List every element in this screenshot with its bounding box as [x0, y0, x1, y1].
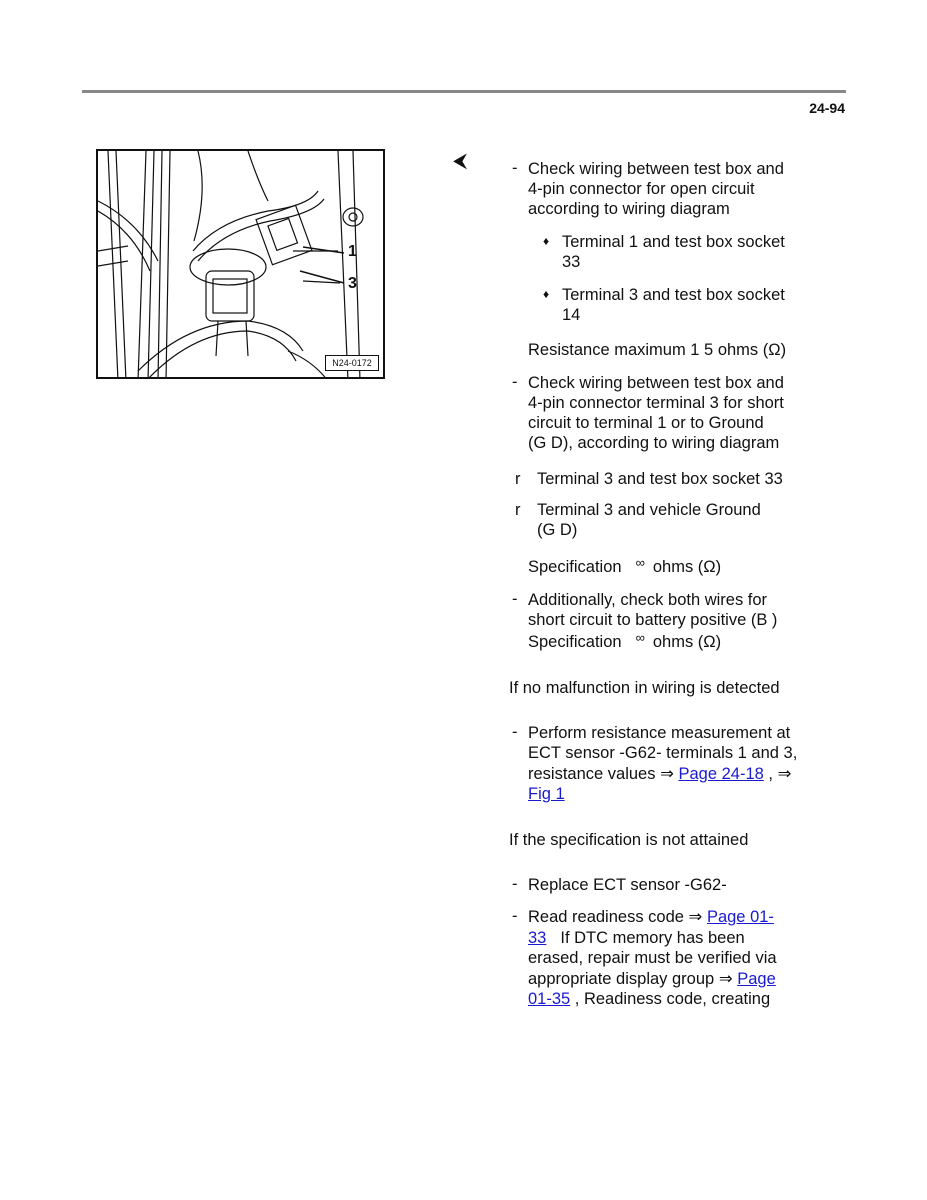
step-4-line-2: ECT sensor -G62- terminals 1 and 3, — [528, 744, 798, 762]
spec-label: Specification — [528, 558, 622, 576]
ohms-text: ohms ( — [652, 633, 704, 651]
omega-symbol: Ω — [768, 341, 781, 359]
resistance-text: Resistance maximum 1 5 ohms ( — [528, 341, 769, 359]
callout-1: 1 — [348, 243, 357, 260]
ref-arrow-icon: ⇒ — [688, 908, 703, 926]
link-fig-1[interactable]: Fig 1 — [528, 785, 565, 803]
if-not-attained: If the specification is not attained — [509, 831, 749, 849]
close-paren: ) — [780, 341, 787, 359]
connector-illustration — [98, 151, 385, 379]
link-page-01-33[interactable]: Page 01- — [706, 908, 774, 926]
diamond-bullet-icon: ♦ — [543, 287, 550, 301]
link-page-01-33-cont[interactable]: 33 — [528, 929, 547, 947]
step-6-line-4 — [528, 969, 776, 990]
link-page-01-35-cont[interactable]: 01-35 — [528, 990, 571, 1008]
specification-1 — [528, 557, 721, 579]
page-number: 24-94 — [809, 100, 845, 116]
diamond-bullet-icon: ♦ — [543, 234, 550, 248]
link-page-24-18[interactable]: Page 24-18 — [678, 765, 764, 783]
step-6-line-1 — [528, 907, 774, 928]
infinity-symbol: ∞ — [635, 555, 645, 570]
step-5: Replace ECT sensor -G62- — [528, 876, 727, 894]
dash-marker: - — [512, 907, 518, 925]
resistance-spec — [528, 340, 786, 361]
step-4-line-3 — [528, 764, 791, 785]
link-page-01-35[interactable]: Page — [737, 970, 776, 988]
connector-figure — [96, 149, 385, 379]
ref-arrow-icon: ⇒ — [718, 970, 733, 988]
r-item-2-line-2: (G D) — [537, 521, 578, 539]
callout-3: 3 — [348, 275, 357, 292]
step-4-line-1: Perform resistance measurement at — [528, 724, 791, 742]
bullet-1-line-2: 33 — [562, 253, 581, 271]
step-2-line-1: Check wiring between test box and — [528, 374, 784, 392]
dash-marker: - — [512, 159, 518, 177]
header-rule — [82, 90, 846, 93]
bullet-1-line-1: Terminal 1 and test box socket — [562, 233, 785, 251]
display-group-text: appropriate display group — [528, 970, 715, 988]
dash-marker: - — [512, 590, 518, 608]
step-6-line-3: erased, repair must be verified via — [528, 949, 777, 967]
resistance-values-text: resistance values — [528, 765, 656, 783]
step-3-line-1: Additionally, check both wires for — [528, 591, 768, 609]
r-item-1: Terminal 3 and test box socket 33 — [537, 470, 783, 488]
r-marker: r — [515, 501, 521, 519]
ref-arrow-icon: ⇒ — [777, 765, 792, 783]
step-2-line-3: circuit to terminal 1 or to Ground — [528, 414, 764, 432]
step-6-line-5 — [528, 989, 770, 1010]
bullet-2-line-2: 14 — [562, 306, 581, 324]
step-1-line-3: according to wiring diagram — [528, 200, 730, 218]
specification-2 — [528, 632, 721, 654]
pointer-arrow-icon: ⮜ — [453, 150, 468, 172]
read-readiness-text: Read readiness code — [528, 908, 684, 926]
step-3-line-2: short circuit to battery positive (B ) — [528, 611, 778, 629]
dash-marker: - — [512, 723, 518, 741]
infinity-symbol: ∞ — [635, 630, 645, 645]
omega-symbol: Ω — [703, 633, 716, 651]
dash-marker: - — [512, 373, 518, 391]
step-2-line-2: 4-pin connector terminal 3 for short — [528, 394, 784, 412]
step-2-line-4: (G D), according to wiring diagram — [528, 434, 780, 452]
if-no-malfunction: If no malfunction in wiring is detected — [509, 679, 780, 697]
comma: , — [768, 765, 774, 783]
close-paren: ) — [715, 633, 722, 651]
r-item-2-line-1: Terminal 3 and vehicle Ground — [537, 501, 761, 519]
step-4-line-4 — [528, 784, 565, 805]
dtc-memory-text: If DTC memory has been — [560, 929, 745, 947]
ref-arrow-icon: ⇒ — [660, 765, 674, 783]
spec-label: Specification — [528, 633, 622, 651]
readiness-creating-text: , Readiness code, creating — [574, 990, 771, 1008]
bullet-2-line-1: Terminal 3 and test box socket — [562, 286, 785, 304]
figure-label: N24-0172 — [325, 355, 379, 371]
omega-symbol: Ω — [703, 558, 716, 576]
ohms-text: ohms ( — [652, 558, 704, 576]
step-6-line-2 — [528, 928, 745, 949]
step-1-line-2: 4-pin connector for open circuit — [528, 180, 755, 198]
close-paren: ) — [715, 558, 722, 576]
step-1-line-1: Check wiring between test box and — [528, 160, 784, 178]
dash-marker: - — [512, 875, 518, 893]
r-marker: r — [515, 470, 521, 488]
